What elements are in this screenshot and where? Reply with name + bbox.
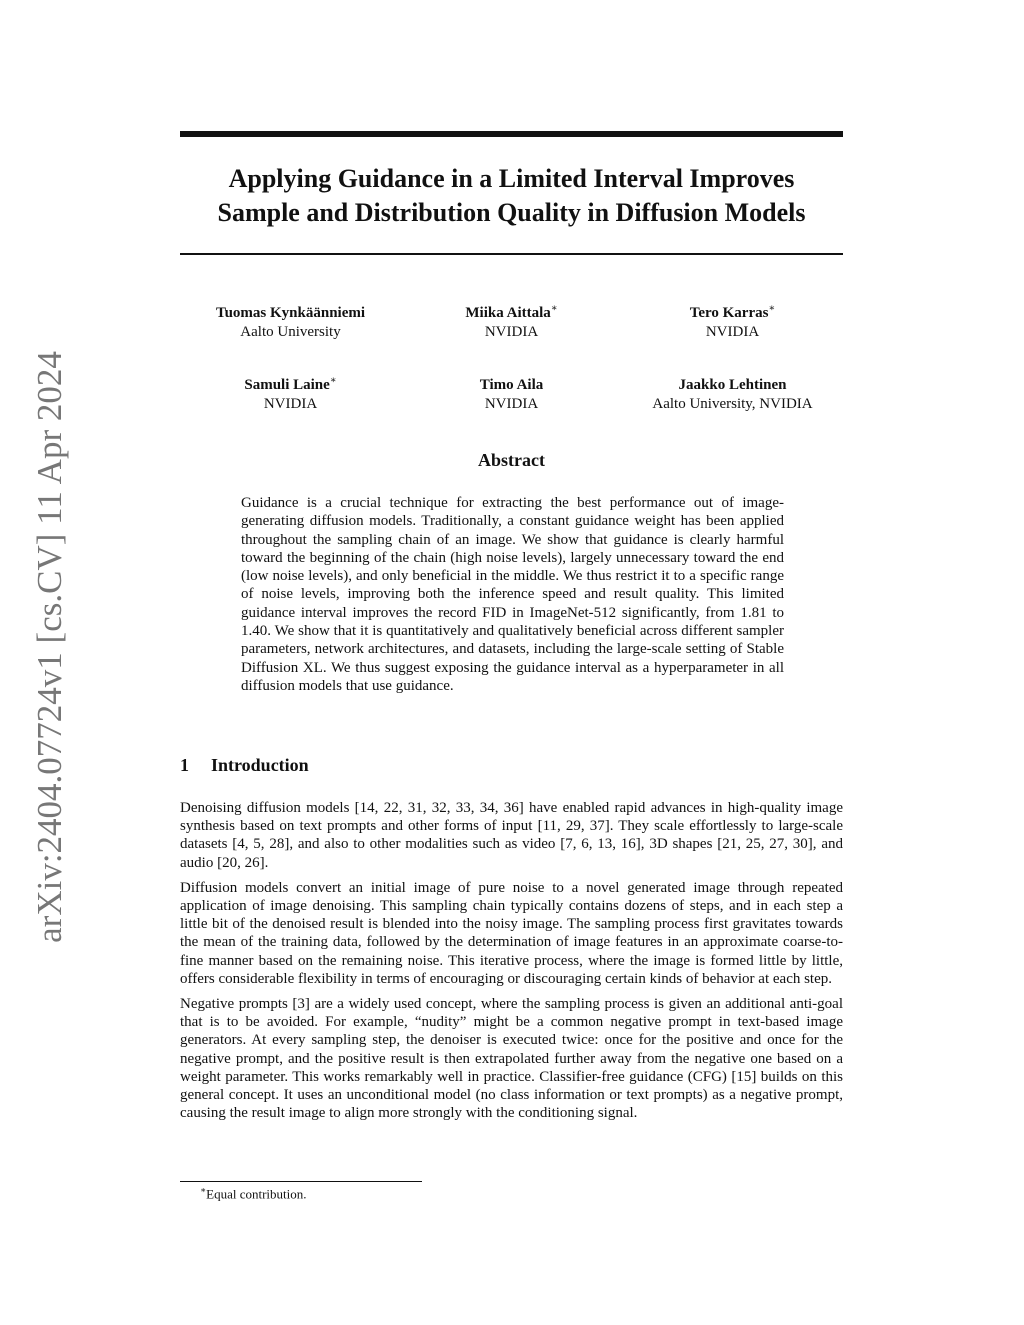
author-affiliation: NVIDIA (705, 324, 760, 340)
paragraph: Diffusion models convert an initial image of pure noise to a novel generated image through repeated application of image denoising. This sampling chain typically contains dozens of steps, and in each step a little bit of the denoised result is blended into the noisy image. The sampling process first gravitates towards the mean of the training data, followed by the determination of image features in an approximate coarse-to-fine manner based on the remaining noise. This iterative process, where the image is formed little by little, offers considerable flexibility in terms of encouraging or discouraging certain kinds of behavior at each step. (180, 879, 843, 987)
paragraph: Denoising diffusion models [14, 22, 31, 32, 33, 34, 36] have enabled rapid advances in high-quality image synthesis based on text prompts and other forms of input [11, 29, 37]. They scale effortlessly to large-scale datasets [4, 5, 28], and also to other modalities such as video [7, 6, 13, 16], 3D shapes [21, 25, 27, 30], and audio [20, 26]. (180, 800, 843, 871)
author-name: Jaakko Lehtinen (678, 377, 787, 393)
author-row-2 (180, 371, 843, 414)
author-affiliation: NVIDIA (484, 324, 539, 340)
author-name: Miika Aittala (465, 305, 551, 321)
footnote (200, 1185, 307, 1202)
author-mark: ∗ (550, 303, 558, 314)
title-bottom-rule (180, 253, 843, 255)
author-block (180, 299, 843, 443)
footnote-mark: ∗ (200, 1185, 207, 1195)
author-mark: ∗ (768, 303, 776, 314)
author-name: Samuli Laine (244, 377, 330, 393)
abstract-heading: Abstract (478, 450, 545, 470)
author-name: Tero Karras (689, 305, 769, 321)
author (401, 371, 622, 414)
author (180, 299, 401, 342)
title-line-2: Sample and Distribution Quality in Diffusion Models (217, 198, 806, 227)
paper-title (150, 162, 873, 230)
section-heading (180, 755, 309, 776)
author (622, 371, 843, 414)
author-row-1 (180, 299, 843, 342)
author-name: Tuomas Kynkäänniemi (215, 305, 366, 321)
footnote-rule (180, 1181, 422, 1182)
title-top-rule (180, 131, 843, 137)
intro-body (180, 799, 843, 1129)
title-line-1: Applying Guidance in a Limited Interval Improves (228, 164, 795, 193)
abstract-text: Guidance is a crucial technique for extracting the best performance out of image-generating diffusion models. Traditionally, a constant guidance weight has been applied throughout the sampling chain of an image. We show that guidance is clearly harmful toward the beginning of the chain (high noise levels), largely unnecessary toward the end (low noise levels), and only beneficial in the middle. We thus restrict it to a specific range of noise levels, improving both the inference speed and result quality. This limited guidance interval improves the record FID in ImageNet-512 significantly, from 1.81 to 1.40. We show that it is quantitatively and qualitatively beneficial across different sampler parameters, network architectures, and datasets, including the large-scale setting of Stable Diffusion XL. We thus suggest exposing the guidance interval as a hyperparameter in all diffusion models that use guidance. (241, 495, 784, 694)
paragraph: Negative prompts [3] are a widely used concept, where the sampling process is given an additional anti-goal that is to be avoided. For example, “nudity” might be a common negative prompt in text-based image generators. At every sampling step, the denoiser is executed twice: once for the positive and once for the negative prompt, and the positive result is then extrapolated further away from the negative one based on a weight parameter. This works remarkably well in practice. Classifier-free guidance (CFG) [15] builds on this general concept. It uses an unconditional model (no class information or text prompts) as a negative prompt, causing the result image to align more strongly with the conditioning signal. (180, 996, 843, 1122)
author-affiliation: NVIDIA (263, 396, 318, 412)
author-affiliation: NVIDIA (484, 396, 539, 412)
author (622, 299, 843, 342)
footnote-text: Equal contribution. (206, 1186, 307, 1202)
section-title: Introduction (211, 755, 309, 775)
author-mark: ∗ (329, 375, 337, 386)
author-name: Timo Aila (479, 377, 544, 393)
arxiv-identifier: arXiv:2404.07724v1 [cs.CV] 11 Apr 2024 (30, 351, 69, 943)
author (180, 371, 401, 414)
author (401, 299, 622, 342)
author-affiliation: Aalto University, NVIDIA (652, 396, 813, 412)
author-affiliation: Aalto University (240, 324, 341, 340)
section-number: 1 (180, 755, 189, 775)
